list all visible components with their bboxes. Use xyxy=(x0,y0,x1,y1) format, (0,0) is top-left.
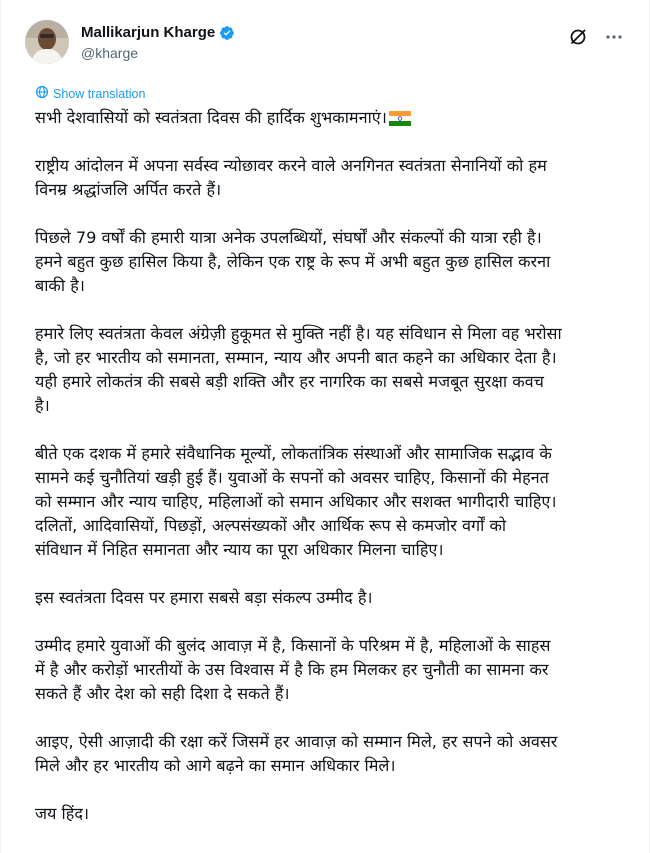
avatar[interactable] xyxy=(25,20,69,64)
post-paragraph: बीते एक दशक में हमारे संवैधानिक मूल्यों, लोकतांत्रिक संस्थाओं और सामाजिक सद्भाव के सामने कई चुनौतियां खड़ी हुई हैं। युवाओं के सपनों को अवसर चाहिए, किसानों की मेहनत को सम्मान और न्याय चाहिए, महिलाओं को समान अधिकार और सशक्त भागीदारी चाहिए। दलितों, आदिवासियों, पिछड़ों, अल्पसंख्यकों और आर्थिक रूप से कमजोर वर्गों को संविधान में निहित समानता और न्याय का पूरा अधिकार मिलना चाहिए। xyxy=(35,444,557,559)
post-paragraph-text: सभी देशवासियों को स्वतंत्रता दिवस की हार्दिक शुभकामनाएं। xyxy=(35,108,387,127)
author-display-name[interactable]: Mallikarjun Kharge xyxy=(81,24,216,41)
post-paragraph xyxy=(35,106,619,130)
avatar-image xyxy=(25,20,69,64)
show-translation-link[interactable] xyxy=(35,84,145,103)
post-paragraph: हमारे लिए स्वतंत्रता केवल अंग्रेज़ी हुकूमत से मुक्ति नहीं है। यह संविधान से मिला वह भरोसा है, जो हर भारतीय को समानता, सम्मान, न्याय और अपनी बात कहने का अधिकार देता है। यही हमारे लोकतंत्र की सबसे बड़ी शक्ति और हर नागरिक का सबसे मजबूत सुरक्षा कवच है। xyxy=(35,324,562,415)
author-info xyxy=(81,24,235,61)
post-paragraph: उम्मीद हमारे युवाओं की बुलंद आवाज़ में है, किसानों के परिश्रम में है, महिलाओं के साहस में है और करोड़ों भारतीयों के उस विश्वास में है कि हम मिलकर हर चुनौती का सामना कर सकते हैं और देश को सही दिशा दे सकते हैं। xyxy=(35,636,551,703)
header-actions xyxy=(567,26,625,48)
globe-icon xyxy=(35,84,49,103)
post-paragraph: आइए, ऐसी आज़ादी की रक्षा करें जिसमें हर आवाज़ को सम्मान मिले, हर सपने को अवसर मिले और हर भारतीय को आगे बढ़ने का समान अधिकार मिले। xyxy=(35,732,558,775)
post-text xyxy=(35,106,619,850)
grok-icon[interactable] xyxy=(567,26,589,48)
show-translation-label[interactable]: Show translation xyxy=(53,86,146,101)
author-handle[interactable]: @kharge xyxy=(81,45,139,61)
post-paragraph: पिछले 79 वर्षों की हमारी यात्रा अनेक उपलब्धियों, संघर्षों और संकल्पों की यात्रा रही है। हमने बहुत कुछ हासिल किया है, लेकिन एक राष्ट्र के रूप में अभी बहुत कुछ हासिल करना बाकी है। xyxy=(35,228,551,295)
post-paragraph: राष्ट्रीय आंदोलन में अपना सर्वस्व न्योछावर करने वाले अनगिनत स्वतंत्रता सेनानियों को हम विनम्र श्रद्धांजलि अर्पित करते हैं। xyxy=(35,156,547,199)
post-paragraph: इस स्वतंत्रता दिवस पर हमारा सबसे बड़ा संकल्प उम्मीद है। xyxy=(35,588,373,607)
more-icon[interactable] xyxy=(603,26,625,48)
indian-flag-icon xyxy=(389,109,411,124)
post-paragraph: जय हिंद। xyxy=(35,804,90,823)
post-header xyxy=(25,18,625,70)
verified-badge-icon xyxy=(219,25,235,41)
